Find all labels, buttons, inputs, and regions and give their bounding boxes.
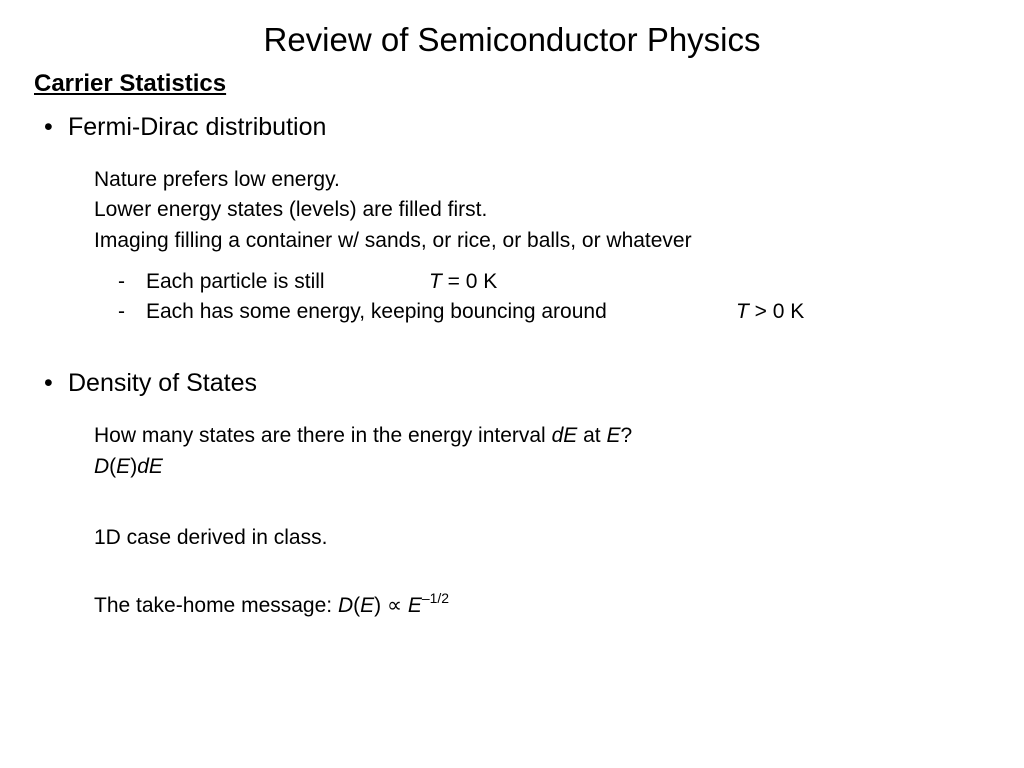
bullet-text: Fermi-Dirac distribution: [68, 113, 327, 141]
sub-item-text: Each has some energy, keeping bouncing around: [146, 300, 607, 323]
temperature-condition: [736, 298, 804, 326]
var-d: D: [337, 594, 354, 617]
body-line: Imaging filling a container w/ sands, or rice, or balls, or whatever: [94, 229, 692, 252]
bullet-marker: •: [44, 369, 53, 397]
sub-item-text: Each particle is still: [146, 270, 325, 293]
temperature-value: > 0 K: [748, 300, 805, 323]
sub-item-bouncing: [118, 298, 838, 326]
proportional-symbol: ∝: [381, 594, 408, 617]
temperature-value: = 0 K: [441, 270, 498, 293]
var-de: dE: [551, 424, 578, 447]
message-prefix: The take-home message:: [94, 594, 338, 617]
paren-close: ): [374, 594, 382, 617]
bullet-marker: •: [44, 113, 53, 141]
sub-item-still: [118, 268, 838, 296]
var-e: E: [360, 594, 375, 617]
var-e: E: [116, 455, 131, 478]
temperature-condition: [429, 268, 497, 296]
dos-question: [94, 422, 632, 450]
section-heading: Carrier Statistics: [34, 70, 227, 97]
exponent: –1/2: [421, 590, 450, 606]
dash-marker: -: [118, 300, 125, 323]
question-mid: at: [577, 424, 607, 447]
slide-title: Review of Semiconductor Physics: [263, 21, 761, 58]
paren-close: ): [130, 455, 138, 478]
var-e: E: [606, 424, 621, 447]
dos-note: 1D case derived in class.: [94, 526, 328, 549]
take-home-message: [94, 592, 449, 621]
temperature-var: T: [429, 270, 442, 293]
paren-open: (: [109, 455, 117, 478]
question-suffix: ?: [620, 424, 633, 447]
var-e: E: [407, 594, 422, 617]
bullet-text: Density of States: [68, 369, 257, 397]
bullet-fermi-dirac: [44, 111, 326, 143]
temperature-var: T: [736, 300, 749, 323]
var-d: D: [94, 455, 110, 478]
question-prefix: How many states are there in the energy interval: [94, 424, 552, 447]
var-de: dE: [137, 455, 163, 478]
dash-marker: -: [118, 270, 125, 293]
paren-open: (: [353, 594, 361, 617]
body-line: Nature prefers low energy.: [94, 168, 340, 191]
bullet-density-of-states: [44, 367, 257, 399]
dos-expression: [94, 453, 163, 481]
body-line: Lower energy states (levels) are filled first.: [94, 198, 488, 221]
